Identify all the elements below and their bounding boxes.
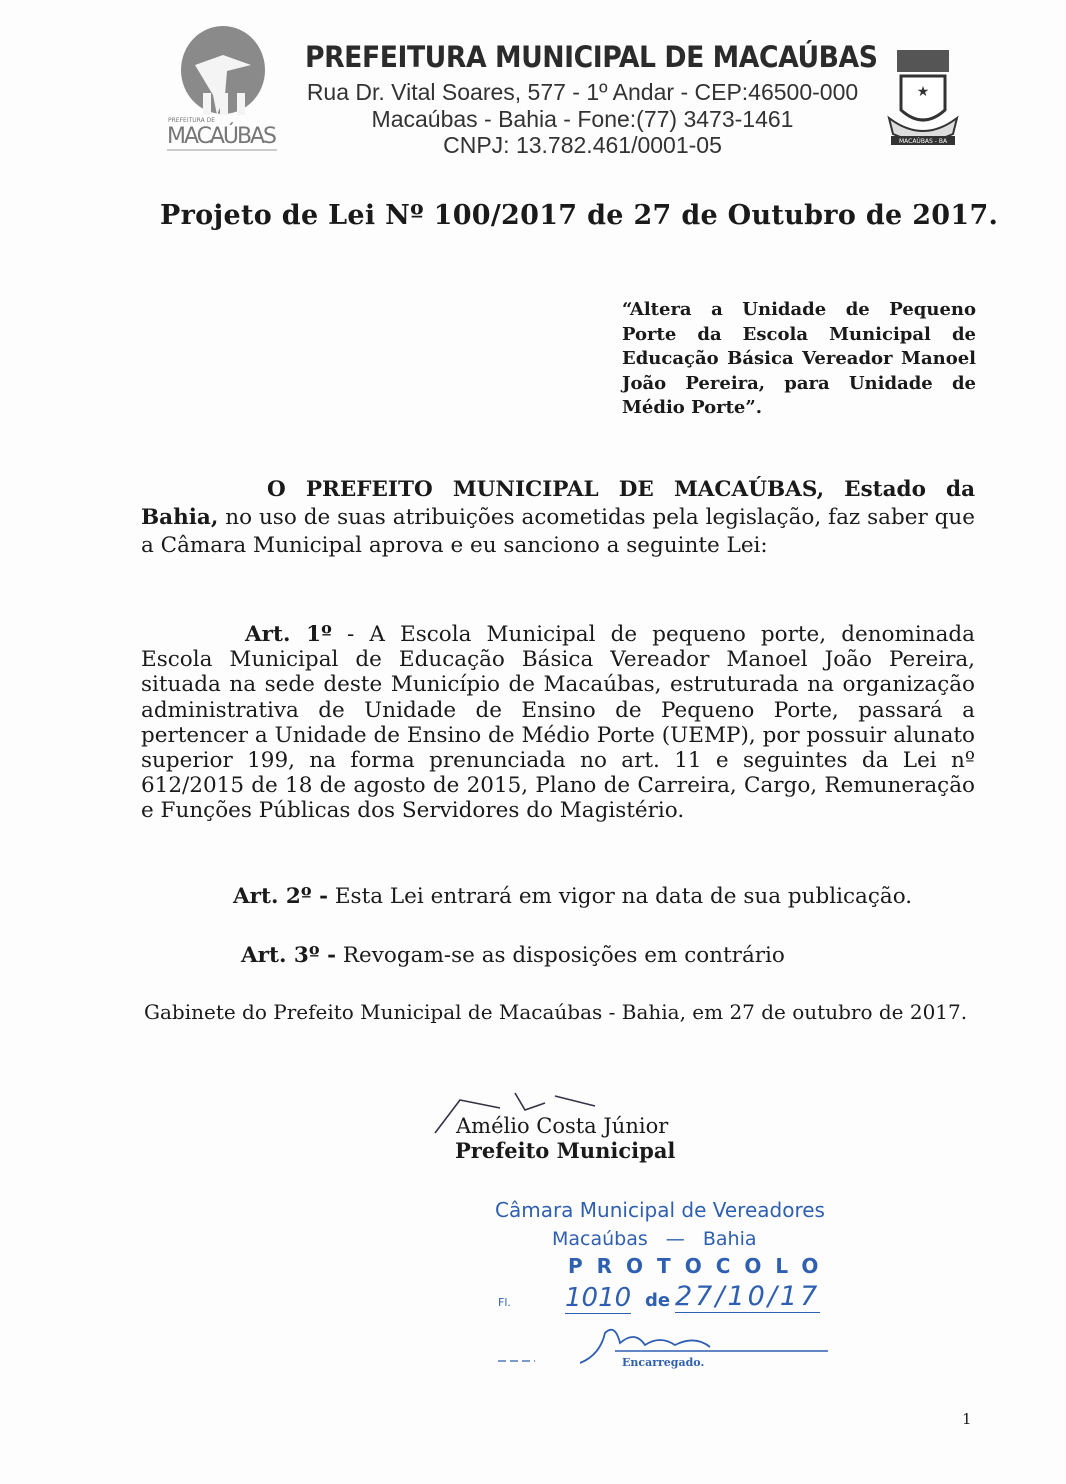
article-1: Art. 1º - A Escola Municipal de pequeno porte, denominada Escola Municipal de Educação Básica Vereador Manoel João Pereira, situada na sede deste Município de Macaúbas, estruturada na organização administrativa de Unidade de Ensino de Pequeno Porte, passará a pertencer a Unidade de Ensino de Médio Porte (UEMP), por possuir alunato superior 199, na forma prenunciada no art. 11 e seguintes da Lei nº 612/2015 de 18 de agosto de 2015, Plano de Carreira, Cargo, Remuneração e Funções Públicas dos Servidores do Magistério. [141,622,975,824]
signer-name: Amélio Costa Júnior [456,1114,669,1138]
stamp-line-2: Macaúbas — Bahia [552,1228,757,1250]
article-2: Art. 2º - Esta Lei entrará em vigor na data de sua publicação. [233,884,913,909]
svg-text:MACAÚBAS - BA: MACAÚBAS - BA [898,138,948,145]
header-cnpj: CNPJ: 13.782.461/0001-05 [443,132,722,158]
header-city-phone: Macaúbas - Bahia - Fone:(77) 3473-1461 [371,106,794,132]
svg-text:★: ★ [916,84,930,100]
stamp-number: 1010 [565,1283,632,1313]
header-address: Rua Dr. Vital Soares, 577 - 1º Andar - CEP:46500-000 [306,79,859,105]
stamp-fl-label: Fl. [498,1296,511,1309]
stamp-line-3: PROTOCOLO [568,1254,833,1278]
document-title: Projeto de Lei Nº 100/2017 de 27 de Outubro de 2017. [160,200,999,231]
header-title: PREFEITURA MUNICIPAL DE MACAÚBAS [305,40,878,74]
coat-of-arms [887,48,959,148]
page-number: 1 [962,1410,972,1428]
stamp-line-1: Câmara Municipal de Vereadores [495,1198,825,1222]
svg-text:PREFEITURA DE: PREFEITURA DE [168,117,215,124]
stamp-date: 27/10/17 [675,1281,821,1312]
preamble: O PREFEITO MUNICIPAL DE MACAÚBAS, Estado da Bahia, no uso de suas atribuições acometidas pela legislação, faz saber que a Câmara Municipal aprova e eu sanciono a seguinte Lei: [141,477,975,558]
closing-line: Gabinete do Prefeito Municipal de Macaúbas - Bahia, em 27 de outubro de 2017. [144,1000,968,1024]
article-3: Art. 3º - Revogam-se as disposições em contrário [241,943,785,968]
svg-text:MACAÚBAS: MACAÚBAS [167,124,277,149]
municipal-logo [165,25,280,155]
ementa: “Altera a Unidade de Pequeno Porte da Escola Municipal de Educação Básica Vereador Manoel João Pereira, para Unidade de Médio Porte”. [622,299,976,418]
stamp-de: de [645,1290,671,1311]
signer-title: Prefeito Municipal [455,1138,676,1163]
stamp-footer: Encarregado. [622,1356,705,1369]
